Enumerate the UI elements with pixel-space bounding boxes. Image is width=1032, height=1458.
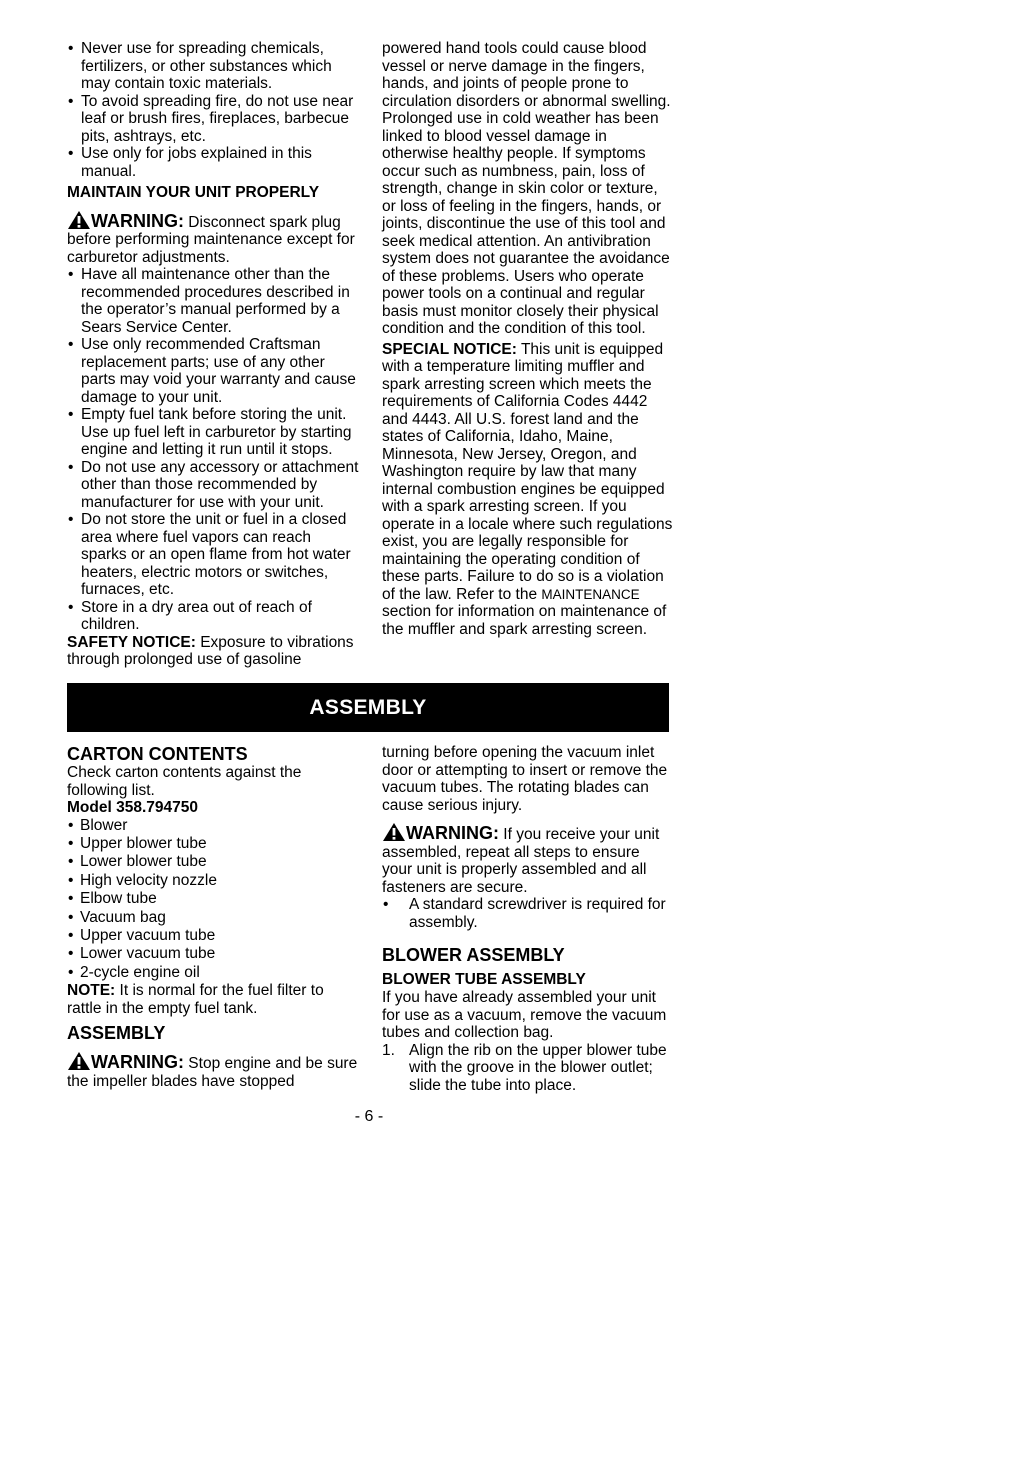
list-item: • Lower vacuum tube <box>67 945 359 963</box>
assembly-warning <box>67 1051 359 1090</box>
list-item: • Use only for jobs explained in this manual. <box>67 145 359 180</box>
list-item: • Blower <box>67 817 359 835</box>
maintain-heading: MAINTAIN YOUR UNIT PROPERLY <box>67 184 320 201</box>
page-number: - 6 - <box>354 1108 384 1125</box>
vibration-paragraph: powered hand tools could cause blood vessel or nerve damage in the fingers, hands, and joints of people prone to circulation disorders or abnormal swelling. Prolonged use in cold weather has been linked to blood vessel damage in otherwise healthy people. If symptoms occur such as numbness, pain, loss of strength, change in skin color or texture, or loss of feeling in the fingers, hands, or joints, discontinue the use of this tool and seek medical attention. An antivibration system does not guarantee the avoidance of these problems. Users who operate power tools on a continual and regular basis must monitor closely their physical condition and the condition of this tool. <box>382 40 671 337</box>
safety-notice <box>67 634 359 669</box>
tube-intro: If you have already assembled your unit for use as a vacuum, remove the vacuum tubes and collection bag. <box>382 989 667 1042</box>
list-item: • Do not use any accessory or attachment other than those recommended by manufacturer for use with your unit. <box>67 459 359 512</box>
list-item: • Lower blower tube <box>67 853 359 871</box>
warning-label: WARNING: <box>406 823 499 843</box>
list-item: • Elbow tube <box>67 890 359 908</box>
top-right-column <box>382 40 674 638</box>
list-item: • Store in a dry area out of reach of children. <box>67 599 359 634</box>
model-number: Model 358.794750 <box>67 799 198 816</box>
special-text-2: section for information on maintenance of the muffler and spark arresting screen. <box>382 603 667 638</box>
special-notice <box>382 341 674 639</box>
note-text: It is normal for the fuel filter to rattle in the empty fuel tank. <box>67 982 324 1017</box>
special-text-1: This unit is equipped with a temperature limiting muffler and spark arresting screen which meets the requirements of California Codes 4442 and 4443. All U.S. forest land and the states of California, Idaho, Maine, Minnesota, New Jersey, Oregon, and Washington require by law that many internal combustion engines be equipped with a spark arresting screen. If you operate in a locale where such regulations exist, you are legally responsible for maintaining the operating condition of these parts. Failure to do so is a violation of the law. Refer to the <box>382 340 673 603</box>
list-item: • A standard screwdriver is required for assembly. <box>382 896 674 933</box>
note-label: NOTE: <box>67 982 116 1000</box>
blower-tube-assembly-heading: BLOWER TUBE ASSEMBLY <box>382 970 586 988</box>
safety-text: Exposure to vibrations through prolonged use of gasoline <box>67 633 354 668</box>
warning-label: WARNING: <box>91 1052 184 1073</box>
top-left-column <box>67 40 359 669</box>
warning-text: Stop engine and be sure the impeller blades have stopped <box>67 1055 358 1090</box>
list-item <box>382 1042 674 1095</box>
maintenance-reference: MAINTENANCE <box>541 586 640 602</box>
continued-warning-text: turning before opening the vacuum inlet door or attempting to insert or remove the vacuum tubes. The rotating blades can cause serious injury. <box>382 744 668 814</box>
usage-bullets <box>67 40 359 180</box>
safety-label: SAFETY NOTICE: <box>67 633 196 651</box>
assembly-banner: ASSEMBLY <box>67 683 669 732</box>
step-number: 1. <box>382 1041 395 1059</box>
blower-assembly-heading: BLOWER ASSEMBLY <box>382 944 565 965</box>
list-item: • Use only recommended Craftsman replacement parts; use of any other parts may void your warranty and cause damage to your unit. <box>67 336 359 406</box>
list-item: • Have all maintenance other than the recommended procedures described in the operator’s manual performed by a Sears Service Center. <box>67 266 359 336</box>
maintenance-warning <box>67 210 359 267</box>
list-item: • High velocity nozzle <box>67 872 359 890</box>
carton-contents-heading: CARTON CONTENTS <box>67 744 248 764</box>
warning-text: Disconnect spark plug before performing maintenance except for carburetor adjustments. <box>67 213 355 266</box>
assembly-heading: ASSEMBLY <box>67 1023 166 1044</box>
fuel-filter-note <box>67 982 359 1017</box>
warning-triangle-icon <box>67 210 91 230</box>
warning-triangle-icon <box>67 1051 91 1071</box>
list-item: • 2-cycle engine oil <box>67 964 359 982</box>
list-item: • Never use for spreading chemicals, fertilizers, or other substances which may contain toxic materials. <box>67 40 359 93</box>
bottom-left-column <box>67 744 359 1090</box>
tool-bullets <box>382 896 674 933</box>
warning-triangle-icon <box>382 822 406 842</box>
list-item: • Do not store the unit or fuel in a closed area where fuel vapors can reach sparks or an open flame from hot water heaters, electric motors or switches, furnaces, etc. <box>67 511 359 599</box>
list-item: • Upper blower tube <box>67 835 359 853</box>
assembled-unit-warning <box>382 822 674 896</box>
step-text: Align the rib on the upper blower tube with the groove in the blower outlet; slide the tube into place. <box>409 1041 667 1094</box>
maintenance-bullets <box>67 266 359 634</box>
list-item: • To avoid spreading fire, do not use near leaf or brush fires, fireplaces, barbecue pits, ashtrays, etc. <box>67 93 359 146</box>
carton-intro: Check carton contents against the following list. <box>67 764 302 799</box>
list-item: • Upper vacuum tube <box>67 927 359 945</box>
bottom-right-column <box>382 744 674 1094</box>
list-item: • Empty fuel tank before storing the unit. Use up fuel left in carburetor by starting engine and letting it run until it stops. <box>67 406 359 459</box>
warning-text: If you receive your unit assembled, repeat all steps to ensure your unit is properly assembled and all fasteners are secure. <box>382 826 660 896</box>
special-label: SPECIAL NOTICE: <box>382 340 517 358</box>
warning-label: WARNING: <box>91 210 184 231</box>
list-item: • Vacuum bag <box>67 909 359 927</box>
carton-items <box>67 817 359 983</box>
assembly-steps <box>382 1042 674 1095</box>
